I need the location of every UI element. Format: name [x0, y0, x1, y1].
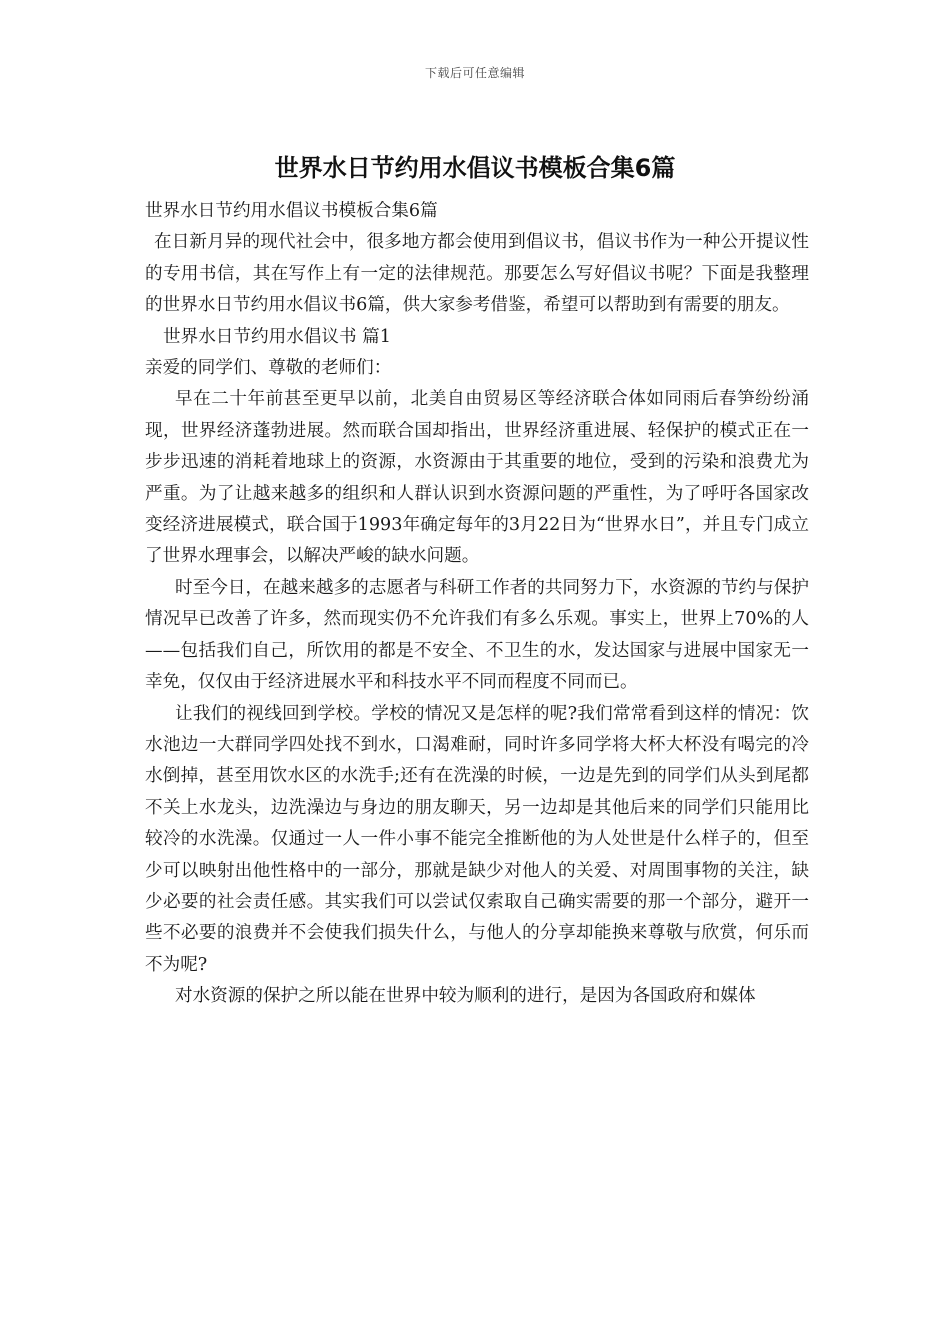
document-subtitle: 世界水日节约用水倡议书模板合集6篇 [145, 201, 438, 221]
intro-paragraph: 在日新月异的现代社会中，很多地方都会使用到倡议书，倡议书作为一种公开提议性的专用书信，其在写作上有一定的法律规范。那要怎么写好倡议书呢？下面是我整理的世界水日节约用水倡议书6篇，供大家参考借鉴，希望可以帮助到有需要的朋友。 [145, 232, 809, 316]
document-title: 世界水日节约用水倡议书模板合集6篇 [274, 154, 676, 182]
body-paragraph-1: 早在二十年前甚至更早以前，北美自由贸易区等经济联合体如同雨后春笋纷纷涌现，世界经济蓬勃进展。然而联合国却指出，世界经济重进展、轻保护的模式正在一步步迅速的消耗着地球上的资源，水资源由于其重要的地位，受到的污染和浪费尤为严重。为了让越来越多的组织和人群认识到水资源问题的严重性，为了呼吁各国家改变经济进展模式，联合国于1993年确定每年的3月22日为“世界水日”，并且专门成立了世界水理事会，以解决严峻的缺水问题。 [145, 389, 809, 567]
body-paragraph-4: 对水资源的保护之所以能在世界中较为顺利的进行，是因为各国政府和媒体 [175, 986, 756, 1007]
document-body [145, 196, 809, 1013]
section-heading: 世界水日节约用水倡议书 篇1 [163, 326, 391, 347]
body-paragraph-3: 让我们的视线回到学校。学校的情况又是怎样的呢?我们常常看到这样的情况：饮水池边一大群同学四处找不到水，口渴难耐，同时许多同学将大杯大杯没有喝完的冷水倒掉，甚至用饮水区的水洗手;还有在洗澡的时候，一边是先到的同学们从头到尾都不关上水龙头，边洗澡边与身边的朋友聊天，另一边却是其他后来的同学们只能用比较冷的水洗澡。仅通过一人一件小事不能完全推断他的为人处世是什么样子的，但至少可以映射出他性格中的一部分，那就是缺少对他人的关爱、对周围事物的关注，缺少必要的社会责任感。其实我们可以尝试仅索取自己确实需要的那一个部分，避开一些不必要的浪费并不会使我们损失什么，与他人的分享却能换来尊敬与欣赏，何乐而不为呢? [145, 703, 809, 975]
greeting-line: 亲爱的同学们、尊敬的老师们： [145, 358, 392, 379]
page-header-note: 下载后可任意编辑 [424, 66, 525, 80]
body-paragraph-2: 时至今日，在越来越多的志愿者与科研工作者的共同努力下，水资源的节约与保护情况早已改善了许多，然而现实仍不允许我们有多么乐观。事实上，世界上70%的人——包括我们自己，所饮用的都是不安全、不卫生的水，发达国家与进展中国家无一幸免，仅仅由于经济进展水平和科技水平不同而程度不同而已。 [145, 577, 809, 693]
